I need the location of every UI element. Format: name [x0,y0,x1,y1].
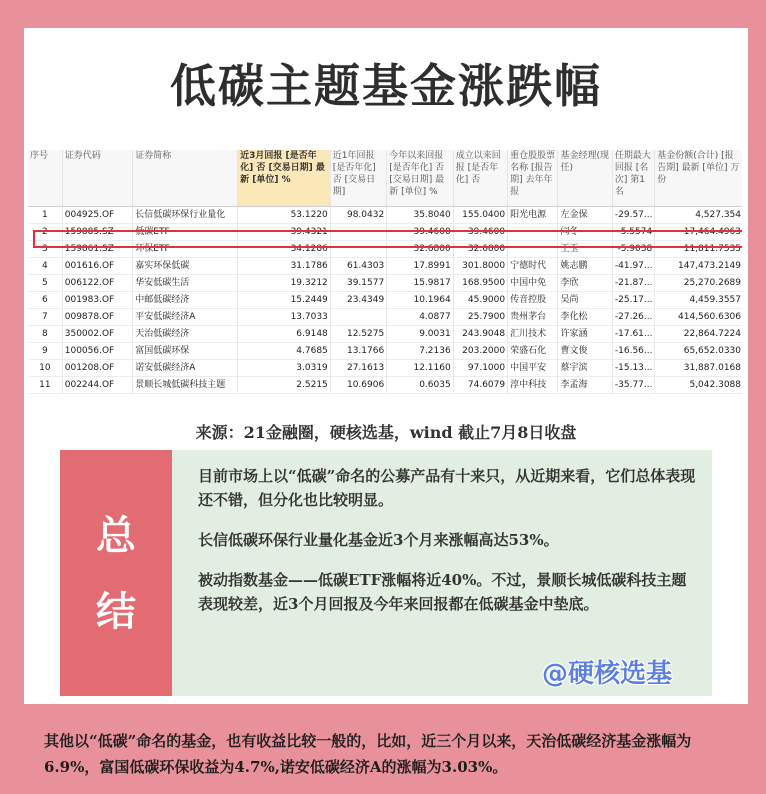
table-cell: 10.6906 [330,377,386,394]
table-cell: 宁德时代 [508,258,558,275]
table-cell: 35.8040 [387,207,454,224]
table-cell: 李化松 [558,309,612,326]
table-cell: -16.56... [612,343,654,360]
table-header-cell: 序号 [28,150,62,207]
table-header-cell: 基金经理(现任) [558,150,612,207]
table-cell: 阳光电源 [508,207,558,224]
table-cell: 32.6800 [387,241,454,258]
table-cell: 平安低碳经济A [133,309,238,326]
table-cell: 10 [28,360,62,377]
table-cell: 203.2000 [453,343,507,360]
table-cell: 传音控股 [508,292,558,309]
table-cell: 12.1160 [387,360,454,377]
table-cell: 12.5275 [330,326,386,343]
table-cell: 001983.OF [62,292,133,309]
table-row[interactable] [28,292,742,309]
table-cell: 22,864.7224 [655,326,742,343]
source-note: 来源：21金融圈，硬核选基，wind 截止7月8日收盘 [195,423,577,442]
table-cell: 74.6079 [453,377,507,394]
table-cell: 45.9000 [453,292,507,309]
table-cell: 11,811.7535 [655,241,742,258]
summary-paragraph-1: 目前市场上以“低碳”命名的公募产品有十来只，从近期来看，它们总体表现还不错，但分化也比较明显。 [198,467,696,509]
table-cell: 32.6800 [453,241,507,258]
table-cell: 350002.OF [62,326,133,343]
table-cell: 23.4349 [330,292,386,309]
table-cell [508,241,558,258]
table-cell [330,224,386,241]
summary-paragraph-2: 长信低碳环保行业量化基金近3个月来涨幅高达53%。 [198,531,559,549]
table-cell: 168.9500 [453,275,507,292]
table-cell: 2 [28,224,62,241]
table-cell: 4.0877 [387,309,454,326]
table-cell: 低碳ETF [133,224,238,241]
table-cell [330,241,386,258]
table-cell: 富国低碳环保 [133,343,238,360]
table-cell: 环保ETF [133,241,238,258]
table-cell: 10.1964 [387,292,454,309]
table-header-cell: 近3月回报 [是否年化] 否 [交易日期] 最新 [单位] % [238,150,331,207]
table-cell: 许家涵 [558,326,612,343]
table-cell: 13.1766 [330,343,386,360]
table-cell: 301.8000 [453,258,507,275]
table-cell: 4,527.354 [655,207,742,224]
table-cell: -5.9038 [612,241,654,258]
table-cell: 39.4600 [387,224,454,241]
table-cell: 7.2136 [387,343,454,360]
table-row[interactable] [28,224,742,241]
table-row[interactable] [28,309,742,326]
table-cell: 李欣 [558,275,612,292]
fund-table-screenshot [28,150,742,412]
table-cell: 长信低碳环保行业量化 [133,207,238,224]
table-cell [330,309,386,326]
table-cell: 159861.SZ [62,241,133,258]
table-cell: 159885.SZ [62,224,133,241]
table-cell: 荣盛石化 [508,343,558,360]
table-cell: 贵州茅台 [508,309,558,326]
table-row[interactable] [28,377,742,394]
table-cell: 001208.OF [62,360,133,377]
watermark: @硬核选基 [541,659,672,689]
table-cell: 243.9048 [453,326,507,343]
table-cell: -27.26... [612,309,654,326]
table-cell: 004925.OF [62,207,133,224]
table-header-cell: 重仓股股票名称 [报告期] 去年年报 [508,150,558,207]
table-cell: 景顺长城低碳科技主题 [133,377,238,394]
table-header-cell: 成立以来回报 [是否年化] 否 [453,150,507,207]
table-cell: 淳中科技 [508,377,558,394]
table-cell: 13.7033 [238,309,331,326]
table-cell: 0.6035 [387,377,454,394]
table-cell: 姚志鹏 [558,258,612,275]
footer-text: 其他以“低碳”命名的基金，也有收益比较一般的，比如，近三个月以来，天治低碳经济基金涨幅为6.9%，富国低碳环保收益为4.7%,诺安低碳经济A的涨幅为3.03%。 [44,732,692,776]
table-cell: 5 [28,275,62,292]
table-cell: 25,270.2689 [655,275,742,292]
summary-panel [60,450,712,696]
table-cell: 诺安低碳经济A [133,360,238,377]
table-cell: 左金保 [558,207,612,224]
table-cell: -15.13... [612,360,654,377]
table-cell: 中国平安 [508,360,558,377]
table-cell: 曹文俊 [558,343,612,360]
table-cell: 闫冬 [558,224,612,241]
table-cell: 19.3212 [238,275,331,292]
content-card [24,28,748,704]
table-cell: 15.2449 [238,292,331,309]
table-cell: 31,887.0168 [655,360,742,377]
table-cell: 李孟海 [558,377,612,394]
table-cell: 3 [28,241,62,258]
table-cell: 吴尚 [558,292,612,309]
table-cell: -17.61... [612,326,654,343]
table-cell: -21.87... [612,275,654,292]
table-cell: 65,652.0330 [655,343,742,360]
table-cell: 155.0400 [453,207,507,224]
table-row[interactable] [28,326,742,343]
table-cell: 5,042.3088 [655,377,742,394]
table-cell: 147,473.2149 [655,258,742,275]
table-cell: -5.5574 [612,224,654,241]
table-cell: 39.1577 [330,275,386,292]
table-cell: 中国中免 [508,275,558,292]
table-cell: 8 [28,326,62,343]
table-cell: 97.1000 [453,360,507,377]
table-cell: 11 [28,377,62,394]
table-row[interactable] [28,360,742,377]
table-row[interactable] [28,241,742,258]
table-cell: 009878.OF [62,309,133,326]
table-cell: -41.97... [612,258,654,275]
table-header-cell: 基金份额(合计) [报告期] 最新 [单位] 万份 [655,150,742,207]
summary-text [198,464,698,632]
table-header-row [28,150,742,207]
table-cell: 17.8991 [387,258,454,275]
table-cell: 6 [28,292,62,309]
table-cell: 3.0319 [238,360,331,377]
table-cell: 中邮低碳经济 [133,292,238,309]
table-cell: 61.4303 [330,258,386,275]
table-cell: 414,560.6306 [655,309,742,326]
table-cell: 100056.OF [62,343,133,360]
table-cell: 9.0031 [387,326,454,343]
table-cell: 39.4321 [238,224,331,241]
table-cell: 15.9817 [387,275,454,292]
table-cell [508,224,558,241]
table-cell: 34.1286 [238,241,331,258]
table-cell: 006122.OF [62,275,133,292]
table-cell: 9 [28,343,62,360]
table-row[interactable] [28,343,742,360]
table-cell: 蔡宇滨 [558,360,612,377]
table-cell: 4 [28,258,62,275]
table-cell: 4.7685 [238,343,331,360]
table-row[interactable] [28,207,742,224]
table-cell: 6.9148 [238,326,331,343]
table-cell: 001616.OF [62,258,133,275]
table-header-cell: 今年以来回报 [是否年化] 否 [交易日期] 最新 [单位] % [387,150,454,207]
table-cell: 7 [28,309,62,326]
table-cell: -35.77... [612,377,654,394]
table-cell: 2.5215 [238,377,331,394]
table-header-cell: 近1年回报 [是否年化] 否 [交易日期] [330,150,386,207]
table-header-cell: 证券代码 [62,150,133,207]
table-cell: -25.17... [612,292,654,309]
summary-label-char-2: 结 [96,588,136,635]
summary-label-char-1: 总 [96,512,136,559]
summary-paragraph-3: 被动指数基金——低碳ETF涨幅将近40%。不过，景顺长城低碳科技主题表现较差，近3个月回报及今年来回报都在低碳基金中垫底。 [198,571,687,613]
table-cell: 31.1786 [238,258,331,275]
table-cell: 4,459.3557 [655,292,742,309]
table-body [28,207,742,394]
table-cell: -29.57... [612,207,654,224]
table-row[interactable] [28,275,742,292]
table-cell: 嘉实环保低碳 [133,258,238,275]
table-cell: 25.7900 [453,309,507,326]
table-cell: 华安低碳生活 [133,275,238,292]
summary-label [60,450,172,696]
table-row[interactable] [28,258,742,275]
table-cell: 汇川技术 [508,326,558,343]
table-cell: 53.1220 [238,207,331,224]
table-header-cell: 证券简称 [133,150,238,207]
table-cell: 002244.OF [62,377,133,394]
table-cell: 天治低碳经济 [133,326,238,343]
page-title: 低碳主题基金涨跌幅 [170,59,602,113]
table-cell: 98.0432 [330,207,386,224]
table-header-cell: 任期最大回报 [名次] 第1名 [612,150,654,207]
fund-table [28,150,742,394]
table-cell: 27.1613 [330,360,386,377]
table-cell: 王玉 [558,241,612,258]
table-cell: 39.4600 [453,224,507,241]
table-cell: 17,464.4963 [655,224,742,241]
table-cell: 1 [28,207,62,224]
